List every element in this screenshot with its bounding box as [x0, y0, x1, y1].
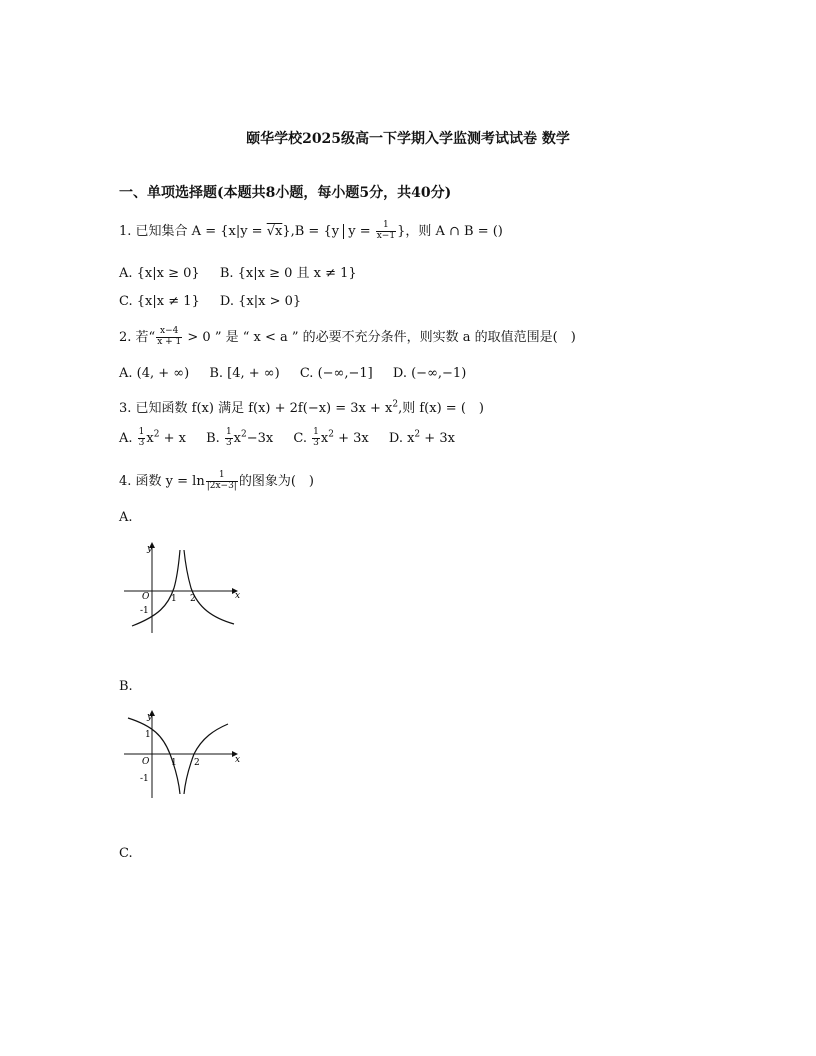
q3-sup: 2 — [392, 399, 399, 410]
q1-option-c: C. {x|x ≠ 1} — [119, 294, 200, 309]
graph-a-x-label: x — [235, 591, 241, 601]
graph-b-tick-neg1: -1 — [140, 774, 149, 784]
graph-a-y-label: y — [147, 544, 153, 554]
q1-option-d: D. {x|x > 0} — [219, 294, 302, 309]
graph-a-tick-2: 2 — [190, 594, 196, 604]
graph-a-tick-1: 1 — [171, 594, 177, 604]
question-1 — [119, 220, 503, 242]
q1-options-row1 — [119, 262, 357, 281]
q1-bar — [343, 220, 397, 241]
graph-b-right-branch — [184, 724, 228, 794]
q3-option-b: B. $\frac{1}{3}$ $x^2-3x$ — [206, 427, 274, 448]
q3-option-d: D. $x^2 + 3x$ — [388, 429, 455, 446]
q4-frac-num: 1 — [206, 471, 238, 482]
q1-fraction — [376, 221, 396, 242]
q2-option-c: C. (−∞,−1] — [299, 366, 373, 381]
q2-option-b: B. [4, + ∞) — [209, 366, 280, 381]
option-a-label: A. — [119, 510, 133, 525]
q1-option-a: A. {x|x ≥ 0} — [119, 266, 200, 281]
page-title: 颐华学校2025级高一下学期入学监测考试试卷 数学 — [246, 131, 570, 147]
q2-prefix: 2. 若“ — [119, 330, 156, 345]
q2-text: > 0 ” 是 “ x < a ” 的必要不充分条件，则实数 a 的取值范围是( ) — [183, 330, 576, 345]
graph-b-origin: O — [142, 757, 150, 767]
q1-frac-den: x−1 — [376, 231, 396, 241]
q1-set-y: {y — [323, 224, 340, 239]
q2-option-d: D. (−∞,−1) — [392, 366, 467, 381]
graph-a-tick-neg1: -1 — [140, 606, 149, 616]
graph-b-tick-pos1: 1 — [145, 730, 151, 740]
q3-option-c: C. $\frac{1}{3}$ $x^2 + 3x$ — [293, 427, 369, 448]
q3-text2: ,则 f(x) = ( ) — [398, 401, 484, 416]
q1-option-b: B. {x|x ≥ 0 且 x ≠ 1} — [219, 266, 357, 281]
option-c-label: C. — [119, 846, 133, 861]
section-heading: 一、单项选择题(本题共8小题，每小题5分，共40分) — [119, 185, 452, 201]
q2-option-a: A. (4, + ∞) — [119, 366, 190, 381]
graph-a-right-branch — [184, 550, 234, 624]
graph-b-left-branch — [128, 718, 180, 794]
q4-frac-den: |2x−3| — [206, 481, 237, 491]
graph-a-origin: O — [142, 592, 150, 602]
graph-a — [118, 538, 248, 638]
graph-b-y-label: y — [147, 712, 153, 722]
graph-b-x-label: x — [235, 755, 241, 765]
graph-b-tick-2: 2 — [194, 758, 200, 768]
graph-b — [118, 706, 248, 806]
q1-prefix: 1. 已知集合 A = {x|y = — [119, 224, 267, 239]
q4-fraction — [206, 471, 238, 492]
q1-suffix: }，则 A ∩ B = () — [397, 224, 503, 239]
q1-mid: },B = — [282, 224, 324, 239]
q2-fraction — [156, 327, 182, 348]
question-3 — [119, 397, 484, 416]
q2-frac-num: x−4 — [156, 327, 182, 338]
graph-b-tick-1: 1 — [171, 758, 177, 768]
q1-y-eq: y = — [348, 224, 375, 239]
q2-frac-den: x + 1 — [157, 337, 182, 347]
q2-options — [119, 366, 466, 381]
q1-sqrt: √x — [266, 224, 283, 239]
q3-text: 3. 已知函数 f(x) 满足 f(x) + 2f(−x) = 3x + x — [119, 401, 393, 416]
q1-options-row2 — [119, 294, 301, 309]
question-4 — [119, 470, 314, 492]
q3-options — [119, 428, 455, 449]
q1-frac-num: 1 — [376, 221, 396, 232]
question-2 — [119, 326, 576, 348]
option-b-label: B. — [119, 679, 133, 694]
q4-suffix: 的图象为( ) — [238, 474, 314, 489]
q4-prefix: 4. 函数 y = ln — [119, 474, 205, 489]
q3-option-a: A. $\frac{1}{3}$ $x^2 + x$ — [119, 427, 186, 448]
